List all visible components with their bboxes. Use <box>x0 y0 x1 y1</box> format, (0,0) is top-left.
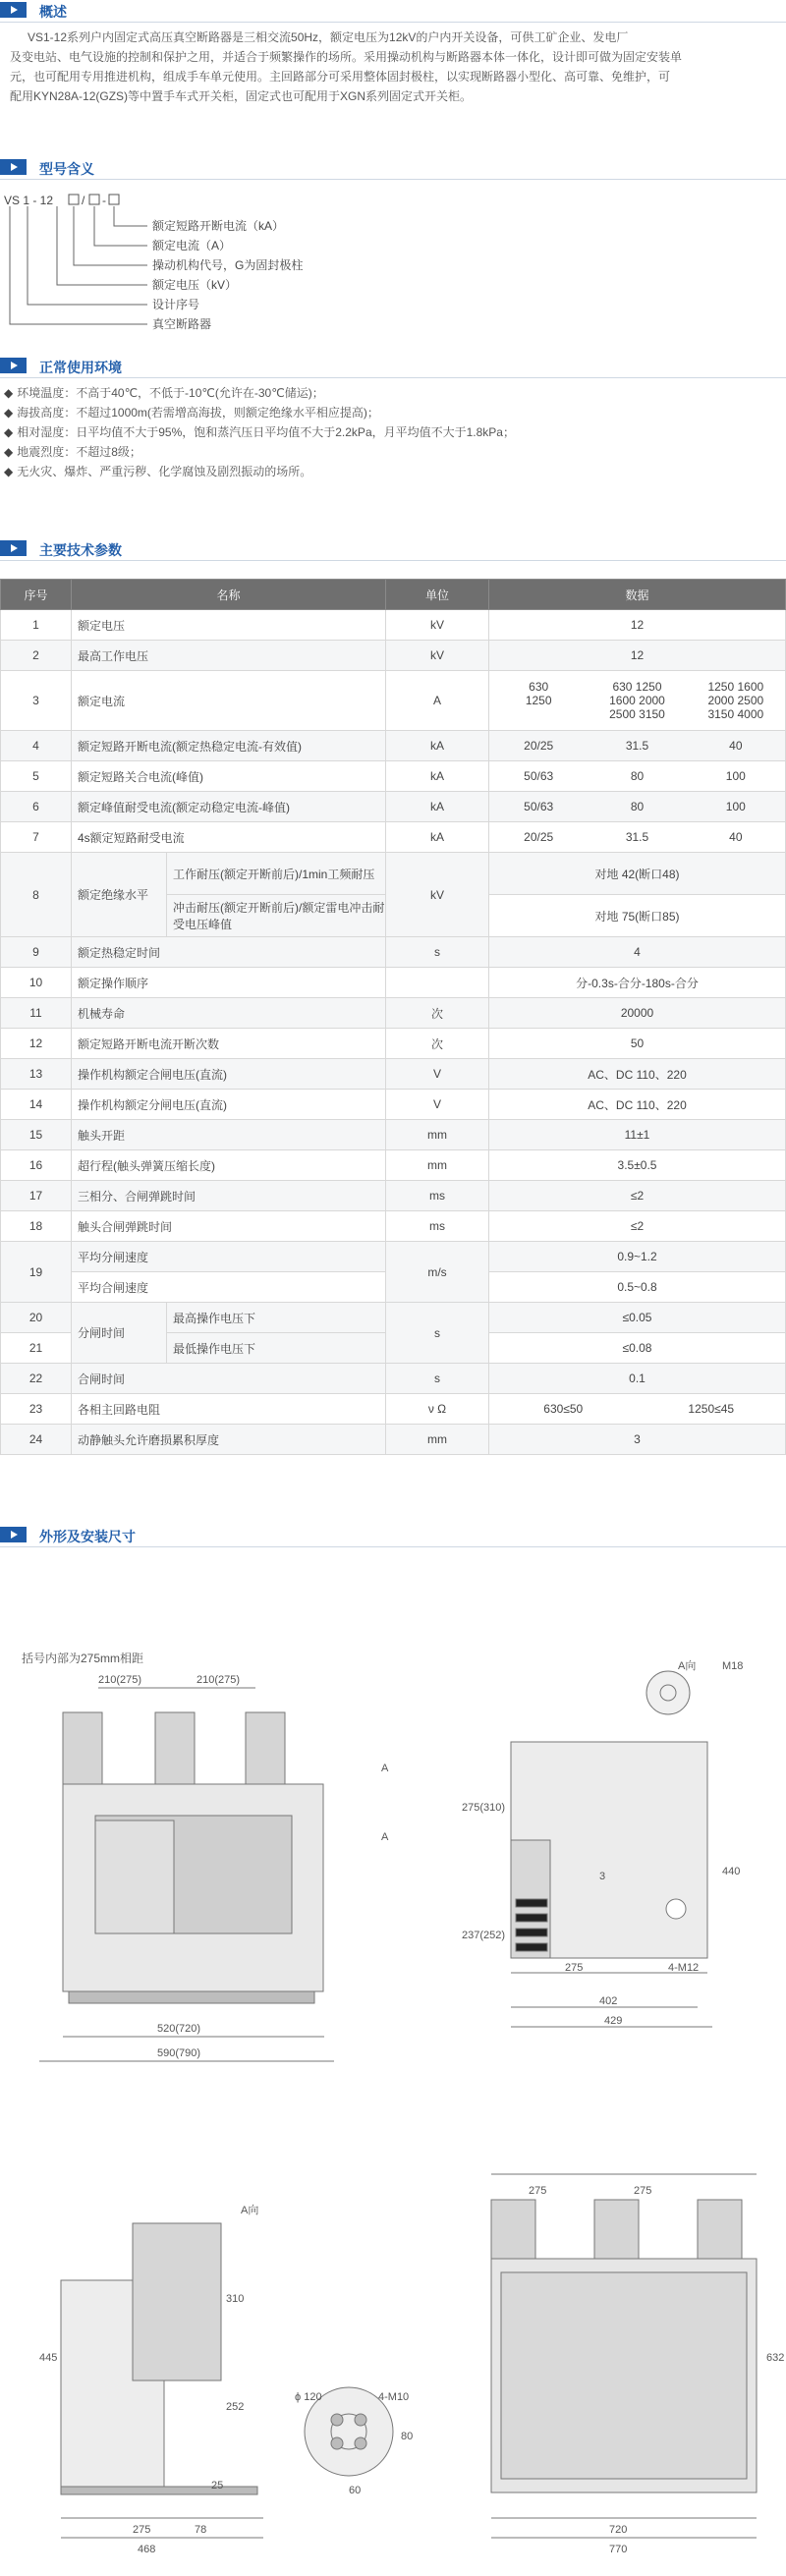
table-cell: 动静触头允许磨损累积厚度 <box>72 1425 386 1455</box>
data-part: 40 <box>729 830 743 844</box>
table-cell <box>489 761 786 792</box>
sub-name: 工作耐压(额定开断前后)/1min工频耐压 <box>167 853 385 895</box>
table-cell: 额定电压 <box>72 610 386 641</box>
table-cell: ν Ω <box>386 1394 489 1425</box>
data-part: 1250 1600 2000 2500 3150 4000 <box>707 680 764 721</box>
table-row <box>1 1120 786 1150</box>
table-cell: 额定短路开断电流开断次数 <box>72 1029 386 1059</box>
table-cell: 额定短路开断电流(额定热稳定电流-有效值) <box>72 731 386 761</box>
table-cell <box>489 792 786 822</box>
table-header-row <box>1 580 786 610</box>
table-cell: 平均分闸速度 <box>72 1242 386 1272</box>
svg-text:4-M10: 4-M10 <box>378 2391 410 2403</box>
table-cell: kA <box>386 822 489 853</box>
sub-name: 冲击耐压(额定开断前后)/额定雷电冲击耐受电压峰值 <box>173 901 385 931</box>
table-cell <box>489 671 786 731</box>
svg-text:440: 440 <box>722 1866 741 1877</box>
table-cell: 3.5±0.5 <box>489 1150 786 1181</box>
table-cell: 额定电流 <box>72 671 386 731</box>
table-cell: ms <box>386 1211 489 1242</box>
table-cell: 超行程(触头弹簧压缩长度) <box>72 1150 386 1181</box>
svg-text:310: 310 <box>226 2293 245 2305</box>
svg-text:252: 252 <box>226 2401 245 2413</box>
table-cell: ≤0.05 <box>489 1303 786 1333</box>
params-title: 主要技术参数 <box>39 542 122 558</box>
overview-header <box>0 0 786 22</box>
table-row <box>1 1150 786 1181</box>
data-part: 630≤50 <box>543 1402 584 1416</box>
usage-item: ◆ 相对湿度：日平均值不大于95%，饱和蒸汽压日平均值不大于2.2kPa，月平均值不大于1.8kPa； <box>4 425 515 439</box>
table-cell <box>72 1303 386 1364</box>
section-marker-icon <box>0 540 27 556</box>
overview-title: 概述 <box>39 4 67 20</box>
svg-text:ϕ 120: ϕ 120 <box>295 2391 322 2403</box>
table-cell: 12 <box>489 610 786 641</box>
table-cell: ≤2 <box>489 1211 786 1242</box>
table-cell: s <box>386 1364 489 1394</box>
table-cell: 6 <box>1 792 72 822</box>
data-part: 630 1250 <box>525 680 552 707</box>
svg-text:275(310): 275(310) <box>462 1802 506 1814</box>
svg-text:210(275): 210(275) <box>196 1674 241 1686</box>
table-cell: 12 <box>1 1029 72 1059</box>
table-row <box>1 1242 786 1272</box>
table-cell: 24 <box>1 1425 72 1455</box>
table-cell: 对地 75(断口85) <box>489 895 786 937</box>
table-row <box>1 641 786 671</box>
table-cell: 次 <box>386 998 489 1029</box>
overview-line: 及变电站、电气设施的控制和保护之用，并适合于频繁操作的场所。采用操动机构与断路器本体一体化，设计即可做为固定安装单 <box>10 50 683 64</box>
data-part: 100 <box>725 800 746 813</box>
svg-text:275: 275 <box>529 2185 547 2197</box>
table-cell <box>386 968 489 998</box>
table-cell: 机械寿命 <box>72 998 386 1029</box>
table-row <box>1 968 786 998</box>
model-label: 额定短路开断电流（kA） <box>152 219 285 233</box>
table-cell: 9 <box>1 937 72 968</box>
data-part: 31.5 <box>625 739 649 753</box>
data-part: 20/25 <box>524 830 554 844</box>
table-row <box>1 1211 786 1242</box>
table-cell: 20000 <box>489 998 786 1029</box>
data-part: 100 <box>725 769 746 783</box>
table-cell <box>489 1394 786 1425</box>
table-cell: 3 <box>489 1425 786 1455</box>
table-row <box>1 1394 786 1425</box>
row-name: 分闸时间 <box>78 1326 126 1340</box>
svg-text:3: 3 <box>599 1871 606 1882</box>
table-cell: 额定短路关合电流(峰值) <box>72 761 386 792</box>
table-cell: 50 <box>489 1029 786 1059</box>
usage-item: ◆ 地震烈度：不超过8级； <box>4 445 141 459</box>
svg-text:590(790): 590(790) <box>157 2047 201 2059</box>
data-part: 80 <box>630 800 645 813</box>
drawing-caption: 括号内部为275mm相距 <box>22 1652 144 1665</box>
svg-text:237(252): 237(252) <box>462 1930 506 1941</box>
table-cell: s <box>386 1303 489 1364</box>
model-label: 真空断路器 <box>152 317 212 331</box>
table-cell: 17 <box>1 1181 72 1211</box>
svg-text:A向: A向 <box>241 2205 259 2216</box>
svg-text:402: 402 <box>599 1995 618 2007</box>
overview-line: VS1-12系列户内固定式高压真空断路器是三相交流50Hz，额定电压为12kV的户内开关设备，可供工矿企业、发电厂 <box>28 30 629 44</box>
table-cell: kA <box>386 761 489 792</box>
svg-text:720: 720 <box>609 2524 628 2536</box>
table-cell: 16 <box>1 1150 72 1181</box>
table-cell: 操作机构额定分闸电压(直流) <box>72 1090 386 1120</box>
svg-text:275: 275 <box>634 2185 652 2197</box>
table-cell: mm <box>386 1120 489 1150</box>
table-cell: 14 <box>1 1090 72 1120</box>
col-header: 单位 <box>386 580 489 610</box>
svg-text:275: 275 <box>565 1962 584 1974</box>
table-cell: ≤0.08 <box>489 1333 786 1364</box>
svg-text:M18: M18 <box>722 1660 744 1672</box>
dimension-drawings <box>0 1575 786 2576</box>
section-marker-icon <box>0 358 27 373</box>
table-cell: 10 <box>1 968 72 998</box>
svg-text:445: 445 <box>39 2352 58 2364</box>
outline-drawings-svg <box>0 1575 786 2576</box>
table-cell: 4 <box>489 937 786 968</box>
table-cell: 20 <box>1 1303 72 1333</box>
table-cell: 额定峰值耐受电流(额定动稳定电流-峰值) <box>72 792 386 822</box>
table-cell: 1 <box>1 610 72 641</box>
data-part: 80 <box>630 769 645 783</box>
usage-item: ◆ 海拔高度：不超过1000m(若需增高海拔，则额定绝缘水平相应提高)； <box>4 406 379 420</box>
table-row <box>1 761 786 792</box>
drawing-header <box>0 1525 786 1546</box>
usage-item: ◆ 环境温度：不高于40℃，不低于-10℃(允许在-30℃储运)； <box>4 386 324 400</box>
table-cell: ≤2 <box>489 1181 786 1211</box>
col-header: 数据 <box>489 580 786 610</box>
table-cell: 触头合闸弹跳时间 <box>72 1211 386 1242</box>
table-cell: kV <box>386 641 489 671</box>
overview-line: 配用KYN28A-12(GZS)等中置手车式开关柜，固定式也可配用于XGN系列固定式开关柜。 <box>10 89 473 103</box>
table-cell: 操作机构额定合闸电压(直流) <box>72 1059 386 1090</box>
table-cell <box>72 853 386 937</box>
sub-name: 最高操作电压下 <box>167 1303 385 1333</box>
table-row <box>1 1303 786 1333</box>
model-code-diagram <box>0 185 354 342</box>
svg-text:632: 632 <box>766 2352 785 2364</box>
svg-text:78: 78 <box>195 2524 207 2536</box>
table-cell: kA <box>386 731 489 761</box>
table-cell: 3 <box>1 671 72 731</box>
table-cell: kA <box>386 792 489 822</box>
model-label: 额定电压（kV） <box>152 278 238 292</box>
table-cell: 三相分、合闸弹跳时间 <box>72 1181 386 1211</box>
table-cell: 平均合闸速度 <box>72 1272 386 1303</box>
table-cell: mm <box>386 1425 489 1455</box>
table-cell: kV <box>386 853 489 937</box>
table-cell: 22 <box>1 1364 72 1394</box>
table-cell: V <box>386 1059 489 1090</box>
table-row <box>1 610 786 641</box>
data-part: 40 <box>729 739 743 753</box>
table-cell: 对地 42(断口48) <box>489 853 786 895</box>
usage-header <box>0 356 786 377</box>
params-header <box>0 538 786 560</box>
table-cell <box>489 731 786 761</box>
svg-text:4-M12: 4-M12 <box>668 1962 700 1974</box>
table-row <box>1 1059 786 1090</box>
table-cell: V <box>386 1090 489 1120</box>
table-cell: 8 <box>1 853 72 937</box>
table-cell: m/s <box>386 1242 489 1303</box>
svg-text:275: 275 <box>133 2524 151 2536</box>
table-cell: 最高工作电压 <box>72 641 386 671</box>
table-cell <box>489 822 786 853</box>
model-code: VS 1 - 12 <box>4 194 54 207</box>
spec-table <box>0 579 786 1455</box>
table-cell: AC、DC 110、220 <box>489 1059 786 1090</box>
table-cell: 4 <box>1 731 72 761</box>
table-cell: 分-0.3s-合分-180s-合分 <box>489 968 786 998</box>
table-cell: 各相主回路电阻 <box>72 1394 386 1425</box>
table-cell: 2 <box>1 641 72 671</box>
svg-text:770: 770 <box>609 2544 628 2555</box>
table-cell: 5 <box>1 761 72 792</box>
svg-text:A向: A向 <box>678 1660 697 1672</box>
overview-line: 元，也可配用专用推进机构，组成手车单元使用。主回路部分可采用整体固封极柱，以实现断路器小型化、高可靠、免维护，可 <box>10 70 671 84</box>
drawing-title: 外形及安装尺寸 <box>39 1529 136 1544</box>
table-row <box>1 1090 786 1120</box>
svg-text:25: 25 <box>211 2480 224 2492</box>
table-row <box>1 822 786 853</box>
data-part: 1250≤45 <box>688 1402 735 1416</box>
table-cell: 合闸时间 <box>72 1364 386 1394</box>
svg-text:A: A <box>381 1831 389 1843</box>
table-cell: 23 <box>1 1394 72 1425</box>
row-name: 额定绝缘水平 <box>78 888 149 902</box>
model-label: 额定电流（A） <box>152 239 232 252</box>
sub-name: 最低操作电压下 <box>173 1341 256 1356</box>
usage-item: ◆ 无火灾、爆炸、严重污秽、化学腐蚀及剧烈振动的场所。 <box>4 465 312 478</box>
table-cell: 21 <box>1 1333 72 1364</box>
table-cell: mm <box>386 1150 489 1181</box>
table-cell: 7 <box>1 822 72 853</box>
table-cell: 19 <box>1 1242 72 1303</box>
table-row <box>1 1029 786 1059</box>
svg-text:60: 60 <box>349 2485 362 2496</box>
data-part: 50/63 <box>524 769 554 783</box>
table-row <box>1 853 786 895</box>
col-header: 序号 <box>1 580 72 610</box>
table-row <box>1 792 786 822</box>
section-marker-icon <box>0 2 27 18</box>
model-label: 操动机构代号，G为固封极柱 <box>152 258 304 272</box>
table-cell: 0.9~1.2 <box>489 1242 786 1272</box>
table-cell: 15 <box>1 1120 72 1150</box>
table-cell: A <box>386 671 489 731</box>
svg-text:468: 468 <box>138 2544 156 2555</box>
table-row <box>1 1364 786 1394</box>
table-row <box>1 1425 786 1455</box>
svg-text:429: 429 <box>604 2015 623 2027</box>
table-cell: 0.1 <box>489 1364 786 1394</box>
data-part: 31.5 <box>625 830 649 844</box>
table-cell: 触头开距 <box>72 1120 386 1150</box>
model-header <box>0 157 786 179</box>
table-row <box>1 998 786 1029</box>
table-cell: 额定热稳定时间 <box>72 937 386 968</box>
table-cell: 次 <box>386 1029 489 1059</box>
section-marker-icon <box>0 1527 27 1542</box>
table-cell: 0.5~0.8 <box>489 1272 786 1303</box>
svg-text:520(720): 520(720) <box>157 2023 201 2035</box>
section-marker-icon <box>0 159 27 175</box>
table-cell: kV <box>386 610 489 641</box>
table-row <box>1 937 786 968</box>
overview-text <box>10 28 781 106</box>
svg-text:A: A <box>381 1763 389 1774</box>
table-cell: 11±1 <box>489 1120 786 1150</box>
table-cell: 13 <box>1 1059 72 1090</box>
table-row <box>1 731 786 761</box>
model-title: 型号含义 <box>39 161 94 177</box>
svg-text:-: - <box>102 194 106 207</box>
table-cell: 11 <box>1 998 72 1029</box>
svg-text:/: / <box>82 194 85 207</box>
col-header: 名称 <box>72 580 386 610</box>
table-row <box>1 1181 786 1211</box>
model-label: 设计序号 <box>152 298 200 311</box>
data-part: 50/63 <box>524 800 554 813</box>
svg-text:80: 80 <box>401 2431 414 2442</box>
usage-title: 正常使用环境 <box>39 360 122 375</box>
table-cell: 4s额定短路耐受电流 <box>72 822 386 853</box>
table-cell: 12 <box>489 641 786 671</box>
data-part: 20/25 <box>524 739 554 753</box>
table-cell: s <box>386 937 489 968</box>
table-cell: ms <box>386 1181 489 1211</box>
table-cell: AC、DC 110、220 <box>489 1090 786 1120</box>
table-cell: 18 <box>1 1211 72 1242</box>
svg-text:210(275): 210(275) <box>98 1674 142 1686</box>
table-cell: 额定操作顺序 <box>72 968 386 998</box>
data-part: 630 1250 1600 2000 2500 3150 <box>609 680 665 721</box>
table-row <box>1 671 786 731</box>
